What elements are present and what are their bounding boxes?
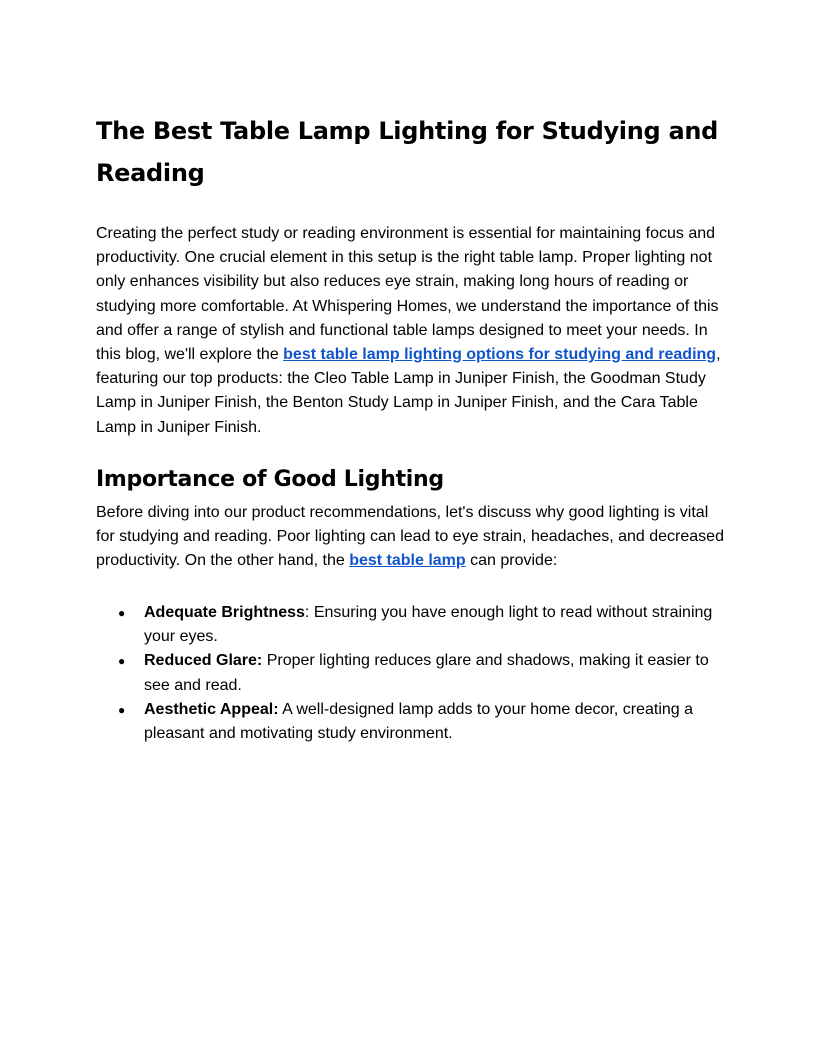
benefit-text: Proper lighting reduces glare and shadows, making it easier to see and read. bbox=[144, 652, 709, 694]
benefit-term: Reduced Glare: bbox=[144, 652, 263, 670]
benefit-term: Adequate Brightness bbox=[144, 604, 305, 621]
article-title: The Best Table Lamp Lighting for Studying and Reading bbox=[96, 117, 719, 187]
bullet-icon: ● bbox=[118, 606, 126, 620]
benefit-term: Aesthetic Appeal: bbox=[144, 700, 279, 718]
intro-text-end: , featuring our top products: the Cleo Table Lamp in Juniper Finish, the Goodman Study Lamp in Juniper Finish, the Benton Study Lamp in Juniper Finish, and the Cara Table Lamp in Juniper Finish. bbox=[96, 346, 721, 436]
best-lighting-options-link[interactable]: best table lamp lighting options for studying and reading bbox=[283, 346, 717, 364]
intro-paragraph bbox=[96, 222, 724, 440]
intro-text-start: Creating the perfect study or reading environment is essential for maintaining focus and productivity. One crucial element in this setup is the right table lamp. Proper lighting not only enhances visibility but also reduces eye strain, making long hours of reading or studying more comfortable. At Whispering Homes, we understand the importance of this and offer a range of stylish and functional table lamps designed to meet your needs. In this blog, we'll explore the bbox=[96, 225, 719, 364]
section-text-start: Before diving into our product recommendations, let's discuss why good lighting is vital for studying and reading. Poor lighting can lead to eye strain, headaches, and decreased productivity. On the other hand, the bbox=[96, 504, 724, 570]
section-paragraph bbox=[96, 501, 724, 574]
benefit-text: A well-designed lamp adds to your home decor, creating a pleasant and motivating study environment. bbox=[144, 700, 694, 743]
list-item bbox=[96, 698, 724, 746]
bullet-icon: ● bbox=[118, 654, 126, 669]
bullet-icon: ● bbox=[118, 702, 126, 717]
section-heading: Importance of Good Lighting bbox=[96, 467, 444, 492]
list-item bbox=[96, 601, 724, 649]
section-text-end: can provide: bbox=[465, 552, 558, 570]
benefits-list bbox=[96, 601, 724, 746]
benefit-text: : Ensuring you have enough light to read without straining your eyes. bbox=[144, 604, 713, 646]
best-table-lamp-link[interactable]: best table lamp bbox=[349, 552, 466, 570]
list-item bbox=[96, 649, 724, 697]
